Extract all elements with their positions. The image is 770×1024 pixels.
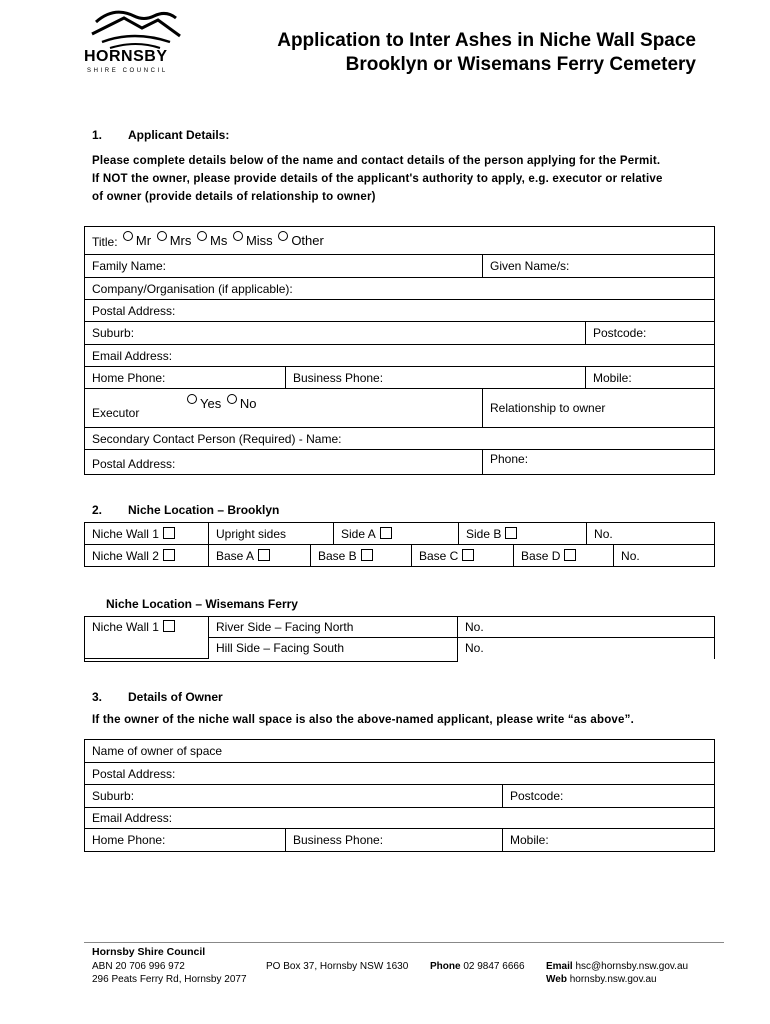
title-option-miss[interactable]: Miss	[231, 233, 273, 248]
footer-street: 296 Peats Ferry Rd, Hornsby 2077	[92, 974, 247, 985]
mobile-field[interactable]: Mobile:	[586, 367, 715, 389]
radio-icon	[157, 231, 167, 241]
checkbox-icon	[462, 549, 474, 561]
brooklyn-location-table	[84, 522, 715, 567]
owner-details-table	[84, 739, 715, 852]
secondary-phone-field[interactable]: Phone:	[483, 450, 715, 475]
radio-icon	[278, 231, 288, 241]
wisemans-niche-wall-1-option[interactable]: Niche Wall 1	[85, 617, 209, 659]
footer-web	[546, 974, 657, 985]
wisemans-location-table	[84, 616, 715, 662]
river-side-number-field[interactable]: No.	[458, 617, 715, 638]
intro-line: If NOT the owner, please provide details of the applicant's authority to apply, e.g. executor or relative	[92, 173, 663, 185]
relationship-field[interactable]: Relationship to owner	[483, 389, 715, 428]
upright-number-field[interactable]: No.	[587, 523, 715, 545]
title-row	[85, 227, 715, 255]
footer-email-address: hsc@hornsby.nsw.gov.au	[575, 961, 689, 972]
email-field[interactable]: Email Address:	[85, 345, 715, 367]
footer-po-box: PO Box 37, Hornsby NSW 1630	[266, 961, 409, 972]
home-phone-field[interactable]: Home Phone:	[85, 367, 286, 389]
checkbox-icon	[564, 549, 576, 561]
side-a-option[interactable]: Side A	[334, 523, 459, 545]
logo-mark-icon	[84, 8, 184, 50]
given-names-field[interactable]: Given Name/s:	[483, 255, 715, 278]
section-1-intro	[92, 152, 732, 206]
radio-icon	[227, 394, 237, 404]
radio-icon	[123, 231, 133, 241]
suburb-field[interactable]: Suburb:	[85, 322, 586, 345]
checkbox-icon	[380, 527, 392, 539]
footer-phone	[430, 961, 525, 972]
hill-side-label: Hill Side – Facing South	[209, 638, 458, 659]
owner-postal-address-field[interactable]: Postal Address:	[85, 763, 715, 785]
checkbox-icon	[163, 549, 175, 561]
postal-address-field[interactable]: Postal Address:	[85, 300, 715, 322]
family-name-field[interactable]: Family Name:	[85, 255, 483, 278]
owner-name-field[interactable]: Name of owner of space	[85, 740, 715, 763]
river-side-label: River Side – Facing North	[209, 617, 458, 638]
footer-web-label: Web	[546, 974, 567, 985]
niche-wall-2-option[interactable]: Niche Wall 2	[85, 545, 209, 567]
footer-web-address: hornsby.nsw.gov.au	[569, 974, 657, 985]
logo-subtitle: SHIRE COUNCIL	[87, 68, 168, 74]
section-2-heading	[92, 503, 279, 517]
footer-email-label: Email	[546, 961, 573, 972]
footer-divider	[84, 942, 724, 943]
section-number: 2.	[92, 503, 103, 517]
title-option-mr[interactable]: Mr	[121, 233, 151, 248]
page-title-line-2: Brooklyn or Wisemans Ferry Cemetery	[345, 54, 696, 75]
executor-option-yes[interactable]: Yes	[185, 396, 221, 411]
executor-row	[85, 389, 483, 428]
section-3-intro: If the owner of the niche wall space is also the above-named applicant, please write “as above”.	[92, 714, 634, 726]
base-a-option[interactable]: Base A	[209, 545, 311, 567]
radio-icon	[197, 231, 207, 241]
checkbox-icon	[258, 549, 270, 561]
title-option-other[interactable]: Other	[276, 233, 324, 248]
section-title: Niche Location – Brooklyn	[128, 503, 280, 517]
executor-label: Executor	[92, 406, 140, 420]
section-1-heading	[92, 128, 229, 142]
radio-icon	[233, 231, 243, 241]
section-number: 1.	[92, 128, 103, 142]
wisemans-heading: Niche Location – Wisemans Ferry	[106, 597, 298, 611]
applicant-details-table	[84, 226, 715, 475]
section-title: Applicant Details:	[128, 128, 230, 142]
owner-email-field[interactable]: Email Address:	[85, 808, 715, 829]
footer-phone-label: Phone	[430, 961, 461, 972]
secondary-contact-field[interactable]: Secondary Contact Person (Required) - Name:	[85, 428, 715, 450]
checkbox-icon	[163, 527, 175, 539]
intro-line: of owner (provide details of relationship to owner)	[92, 191, 376, 203]
base-number-field[interactable]: No.	[614, 545, 715, 567]
owner-home-phone-field[interactable]: Home Phone:	[85, 829, 286, 852]
executor-option-no[interactable]: No	[225, 396, 257, 411]
title-option-ms[interactable]: Ms	[195, 233, 227, 248]
business-phone-field[interactable]: Business Phone:	[286, 367, 586, 389]
title-options	[121, 231, 324, 248]
executor-options	[185, 394, 256, 411]
title-label: Title:	[92, 235, 118, 249]
side-b-option[interactable]: Side B	[459, 523, 587, 545]
intro-line: Please complete details below of the name and contact details of the person applying for the Permit.	[92, 155, 661, 167]
section-title: Details of Owner	[128, 690, 223, 704]
company-field[interactable]: Company/Organisation (if applicable):	[85, 278, 715, 300]
footer-abn: ABN 20 706 996 972	[92, 961, 185, 972]
checkbox-icon	[505, 527, 517, 539]
niche-wall-1-option[interactable]: Niche Wall 1	[85, 523, 209, 545]
footer-phone-number: 02 9847 6666	[463, 961, 525, 972]
checkbox-icon	[163, 620, 175, 632]
owner-mobile-field[interactable]: Mobile:	[503, 829, 715, 852]
footer-org: Hornsby Shire Council	[92, 946, 206, 958]
page-title-line-1: Application to Inter Ashes in Niche Wall Space	[277, 30, 696, 51]
base-b-option[interactable]: Base B	[311, 545, 412, 567]
checkbox-icon	[361, 549, 373, 561]
base-c-option[interactable]: Base C	[412, 545, 514, 567]
hill-side-number-field[interactable]: No.	[458, 638, 715, 659]
logo-name: HORNSBY	[84, 48, 168, 65]
title-option-mrs[interactable]: Mrs	[155, 233, 192, 248]
owner-business-phone-field[interactable]: Business Phone:	[286, 829, 503, 852]
section-number: 3.	[92, 690, 103, 704]
secondary-postal-field[interactable]: Postal Address:	[85, 450, 483, 475]
postcode-field[interactable]: Postcode:	[586, 322, 715, 345]
owner-postcode-field[interactable]: Postcode:	[503, 785, 715, 808]
owner-suburb-field[interactable]: Suburb:	[85, 785, 503, 808]
footer-email	[546, 961, 688, 972]
section-3-heading	[92, 690, 223, 704]
upright-sides-label: Upright sides	[209, 523, 334, 545]
hornsby-logo	[84, 8, 184, 74]
base-d-option[interactable]: Base D	[514, 545, 614, 567]
radio-icon	[187, 394, 197, 404]
